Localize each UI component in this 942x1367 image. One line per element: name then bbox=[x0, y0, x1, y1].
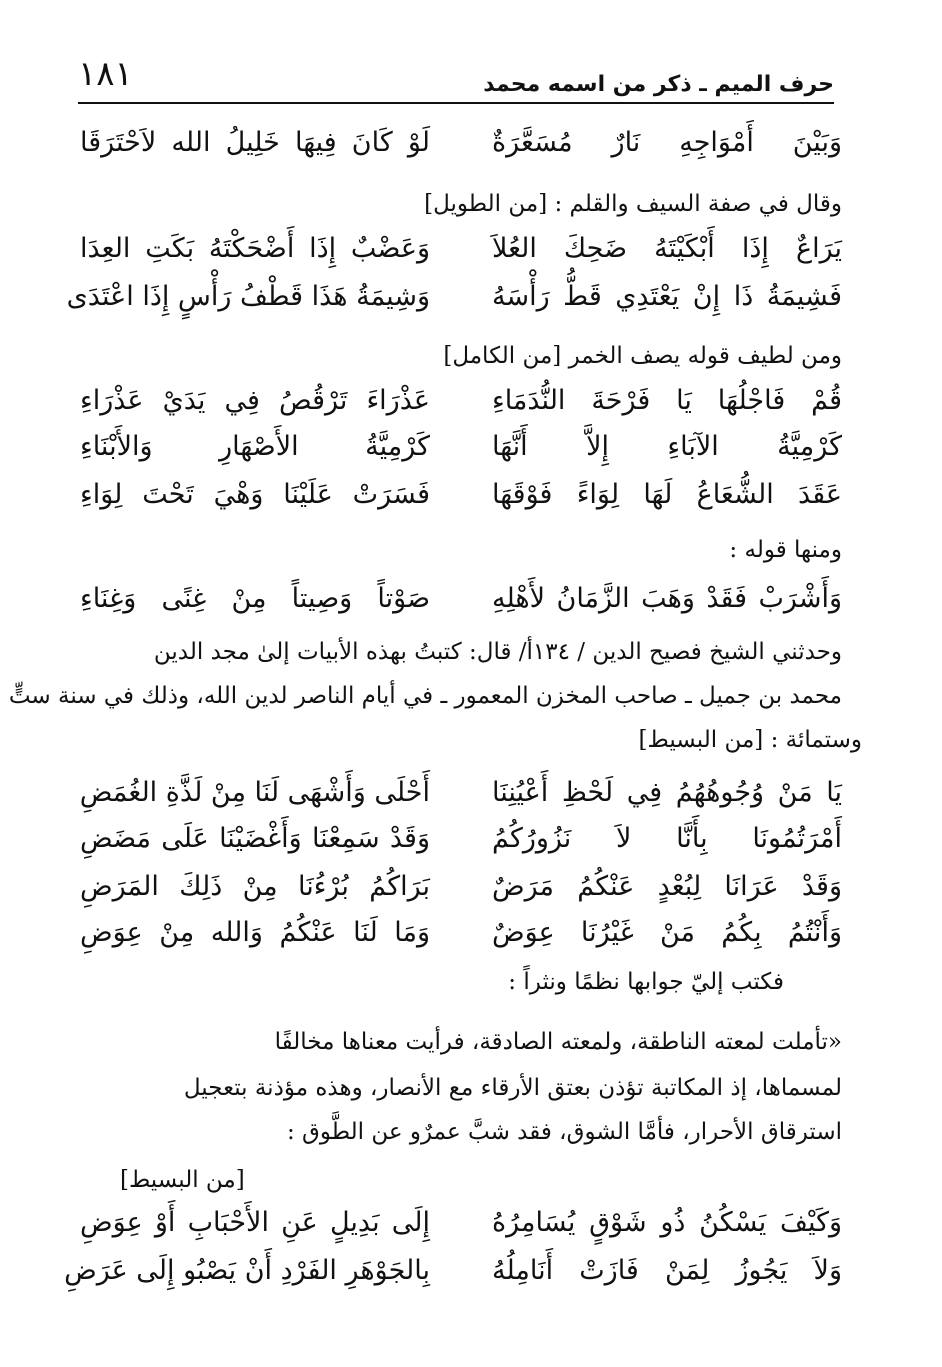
verse-line bbox=[80, 864, 842, 910]
running-title: حرف الميم ـ ذكر من اسمه محمد bbox=[483, 72, 834, 97]
narration-line: محمد بن جميل ـ صاحب المخزن المعمور ـ في أيام الناصر لدين الله، وذلك في سنة ستٍّ bbox=[8, 683, 842, 709]
reply-prose-line: لمسماها، إذ المكاتبة تؤذن بعتق الأرقاء مع الأنصار، وهذه مؤذنة بتعجيل bbox=[183, 1075, 842, 1101]
verse-second-hemistich: بَرَاكُمُ بُرْءُنَا مِنْ ذَلِكَ المَرَضِ bbox=[80, 871, 430, 902]
section-intro: ومن لطيف قوله يصف الخمر [من الكامل] bbox=[443, 343, 842, 369]
verse-first-hemistich: قُمْ فَاجْلُهَا يَا فَرْحَةَ النُّدَمَاءِ bbox=[492, 385, 842, 416]
verse-first-hemistich: كَرْمِيَّةُ الآبَاءِ إِلاَّ أَنَّهَا bbox=[492, 431, 842, 462]
verse-first-hemistich: يَرَاعٌ إِذَا أَبْكَيْتَهُ ضَحِكَ العُلاَ bbox=[492, 233, 842, 264]
verse-line bbox=[80, 226, 842, 272]
verse-second-hemistich: وَمَا لَنَا عَنْكُمُ وَالله مِنْ عِوَضِ bbox=[80, 917, 430, 948]
verse-first-hemistich: أَمْرَتُمُونَا بِأَنَّا لاَ نَزُورُكُمُ bbox=[492, 823, 842, 854]
reply-prose-line: «تأملت لمعته الناطقة، ولمعته الصادقة، فرأيت معناها مخالفًا bbox=[274, 1029, 842, 1055]
verse-second-hemistich: أَحْلَى وَأَشْهَى لَنَا مِنْ لَذَّةِ الغُمَضِ bbox=[79, 777, 430, 808]
verse-second-hemistich: فَسَرَتْ عَلَيْنَا وَهْيَ تَحْتَ لِوَاءِ bbox=[80, 479, 430, 510]
section-intro: ومنها قوله : bbox=[729, 537, 842, 563]
verse-line bbox=[80, 472, 842, 518]
verse-line bbox=[64, 1248, 842, 1294]
verse-second-hemistich: لَوْ كَانَ فِيهَا خَلِيلُ الله لاَحْتَرَقَا bbox=[80, 127, 430, 158]
narration-line: وستمائة : [من البسيط] bbox=[638, 727, 862, 753]
verse-line bbox=[80, 378, 842, 424]
reply-intro: فكتب إليّ جوابها نظمًا ونثراً : bbox=[508, 969, 784, 995]
verse-second-hemistich: وَقَدْ سَمِعْنَا وَأَغْضَيْنَا عَلَى مَضَضِ bbox=[80, 823, 430, 854]
meter-label: [من البسيط] bbox=[120, 1167, 245, 1193]
reply-prose-line: استرقاق الأحرار، فأمَّا الشوق، فقد شبَّ عمرٌو عن الطَّوق : bbox=[286, 1119, 842, 1145]
verse-second-hemistich: إِلَى بَدِيلٍ عَنِ الأَحْبَابِ أَوْ عِوَضِ bbox=[80, 1207, 430, 1238]
verse-second-hemistich: كَرْمِيَّةُ الأَصْهَارِ وَالأَبْنَاءِ bbox=[80, 431, 430, 462]
verse-first-hemistich: وَبَيْنَ أَمْوَاجِهِ نَارٌ مُسَعَّرَةٌ bbox=[492, 127, 842, 158]
verse-second-hemistich: عَذْرَاءَ تَرْقُصُ فِي يَدَيْ عَذْرَاءِ bbox=[80, 385, 430, 416]
verse-first-hemistich: يَا مَنْ وُجُوهُهُمُ فِي لَحْظِ أَعْيُنِنَا bbox=[492, 777, 842, 808]
verse-first-hemistich: فَشِيمَةُ ذَا إِنْ يَعْتَدِي قَطُّ رَأْسَهُ bbox=[492, 281, 842, 312]
verse-second-hemistich: وَعَضْبٌ إِذَا أَضْحَكْتَهُ بَكَتِ العِدَا bbox=[80, 233, 430, 264]
verse-line bbox=[80, 816, 842, 862]
verse-line bbox=[80, 1200, 842, 1246]
page-header bbox=[78, 52, 834, 104]
verse-line bbox=[80, 424, 842, 470]
verse-line bbox=[80, 770, 842, 816]
verse-first-hemistich: وَأَشْرَبْ فَقَدْ وَهَبَ الزَّمَانُ لأَهْلِهِ bbox=[492, 583, 842, 614]
narration-line: وحدثني الشيخ فصيح الدين / ١٣٤أ/ قال: كتبتُ بهذه الأبيات إلىٰ مجد الدين bbox=[153, 639, 842, 665]
section-intro: وقال في صفة السيف والقلم : [من الطويل] bbox=[424, 191, 842, 217]
verse-second-hemistich: صَوْتاً وَصِيتاً مِنْ غِنًى وَغِنَاءِ bbox=[80, 583, 430, 614]
verse-first-hemistich: وَلاَ يَجُوزُ لِمَنْ فَازَتْ أَنَامِلُهُ bbox=[492, 1255, 842, 1286]
verse-first-hemistich: عَقَدَ الشُّعَاعُ لَهَا لِوَاءً فَوْقَهَا bbox=[492, 479, 842, 510]
verse-second-hemistich: بِالجَوْهَرِ الفَرْدِ أَنْ يَصْبُو إِلَى عَرَضِ bbox=[64, 1255, 430, 1286]
verse-line bbox=[80, 910, 842, 956]
verse-line bbox=[80, 576, 842, 622]
verse-first-hemistich: وَقَدْ عَرَانَا لِبُعْدٍ عَنْكُمُ مَرَضٌ bbox=[492, 871, 842, 902]
verse-line bbox=[80, 120, 842, 166]
page-number: ١٨١ bbox=[78, 54, 133, 94]
verse-first-hemistich: وَكَيْفَ يَسْكُنُ ذُو شَوْقٍ يُسَامِرُهُ bbox=[492, 1207, 842, 1238]
verse-second-hemistich: وَشِيمَةُ هَذَا قَطْفُ رَأْسٍ إِذَا اعْتَدَى bbox=[66, 281, 430, 312]
verse-first-hemistich: وَأَنْتُمُ بِكُمُ مَنْ غَيْرُنَا عِوَضٌ bbox=[492, 917, 842, 948]
verse-line bbox=[66, 274, 842, 320]
